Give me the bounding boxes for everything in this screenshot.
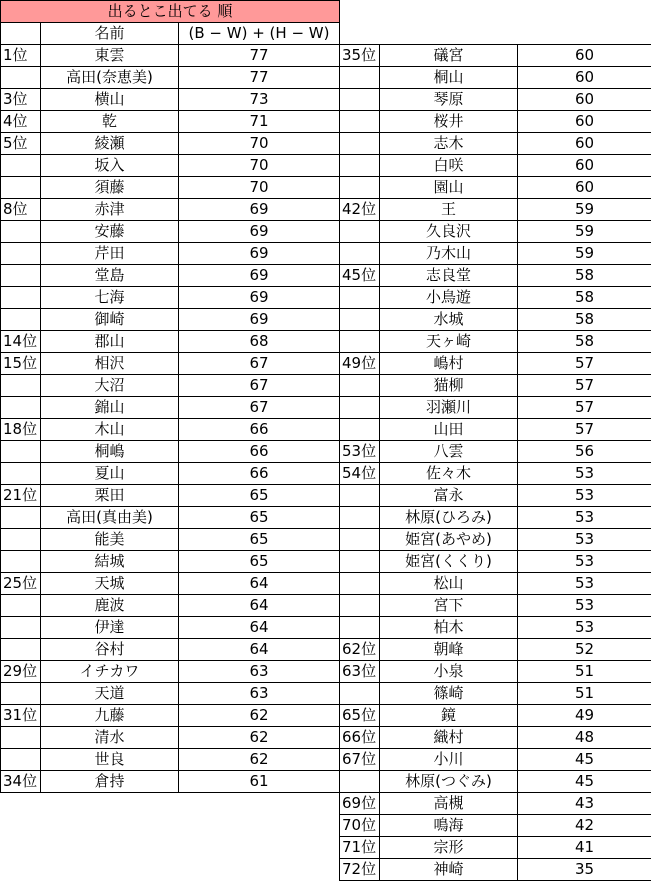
rank-cell [1,617,41,639]
name-cell: 姫宮(あやめ) [380,529,518,551]
rank-cell [340,89,380,111]
name-cell: 織村 [380,727,518,749]
name-cell: 乃木山 [380,243,518,265]
rank-cell [1,595,41,617]
score-cell: 58 [518,287,651,309]
name-cell: 富永 [380,485,518,507]
score-cell: 49 [518,705,651,727]
name-cell: 佐々木 [380,463,518,485]
table-row [340,617,651,639]
name-cell: 松山 [380,573,518,595]
name-cell: 鳴海 [380,815,518,837]
name-cell: 坂入 [41,155,179,177]
score-cell: 45 [518,771,651,793]
score-cell: 52 [518,639,651,661]
table-row [1,661,340,683]
title-text: 出るとこ出てる 順 [107,2,233,20]
score-cell: 57 [518,353,651,375]
name-cell: 水城 [380,309,518,331]
table-row [340,485,651,507]
table-row [340,573,651,595]
name-cell: 芹田 [41,243,179,265]
table-row [340,111,651,133]
rank-cell [340,573,380,595]
table-row [1,683,340,705]
score-cell: 60 [518,67,651,89]
name-cell: 横山 [41,89,179,111]
name-cell: 林原(つぐみ) [380,771,518,793]
score-cell: 69 [179,199,340,221]
score-cell: 62 [179,705,340,727]
rank-cell [340,595,380,617]
rank-cell [340,529,380,551]
header-rank [1,23,41,45]
score-cell: 70 [179,133,340,155]
table-row [1,155,340,177]
header-score: (B − W) + (H − W) [179,23,340,45]
table-row [1,529,340,551]
score-cell: 53 [518,617,651,639]
score-cell: 64 [179,639,340,661]
table-row [1,639,340,661]
table-row [340,221,651,243]
table-row [1,573,340,595]
name-cell: 朝峰 [380,639,518,661]
name-cell: 桐嶋 [41,441,179,463]
rank-cell [340,397,380,419]
score-cell: 53 [518,573,651,595]
score-cell: 57 [518,397,651,419]
name-cell: 山田 [380,419,518,441]
rank-cell [340,683,380,705]
table-row [340,177,651,199]
rank-cell: 63位 [340,661,380,683]
score-cell: 35 [518,859,651,881]
name-cell: 小泉 [380,661,518,683]
rank-cell: 3位 [1,89,41,111]
rank-cell [340,419,380,441]
rank-cell [1,243,41,265]
table-row [340,155,651,177]
score-cell: 62 [179,727,340,749]
name-cell: 礒宮 [380,45,518,67]
score-cell: 64 [179,595,340,617]
name-cell: 高槻 [380,793,518,815]
rank-cell: 65位 [340,705,380,727]
ranking-table-right [339,44,651,881]
header-name: 名前 [41,23,179,45]
rank-cell: 18位 [1,419,41,441]
score-cell: 67 [179,375,340,397]
rank-cell: 34位 [1,771,41,793]
rank-cell [340,67,380,89]
rank-cell: 54位 [340,463,380,485]
rank-cell: 35位 [340,45,380,67]
score-cell: 59 [518,243,651,265]
rank-cell: 67位 [340,749,380,771]
table-row [340,661,651,683]
name-cell: 東雲 [41,45,179,67]
table-row [340,45,651,67]
name-cell: 相沢 [41,353,179,375]
rank-cell [1,529,41,551]
score-cell: 60 [518,133,651,155]
table-row [340,67,651,89]
rank-cell [1,749,41,771]
name-cell: 伊達 [41,617,179,639]
table-row [340,375,651,397]
rank-cell: 66位 [340,727,380,749]
rank-cell: 70位 [340,815,380,837]
header-row [1,23,340,45]
table-row [1,749,340,771]
rank-cell [1,507,41,529]
name-cell: 鏡 [380,705,518,727]
score-cell: 57 [518,419,651,441]
table-row [1,287,340,309]
table-row [340,441,651,463]
name-cell: 志木 [380,133,518,155]
rank-cell [340,133,380,155]
score-cell: 56 [518,441,651,463]
score-cell: 60 [518,45,651,67]
table-row [340,705,651,727]
score-cell: 64 [179,617,340,639]
table-row [1,441,340,463]
table-row [1,309,340,331]
name-cell: 桜井 [380,111,518,133]
score-cell: 63 [179,661,340,683]
name-cell: 倉持 [41,771,179,793]
rank-cell [1,177,41,199]
name-cell: 篠崎 [380,683,518,705]
table-row [340,243,651,265]
score-cell: 66 [179,463,340,485]
table-row [1,419,340,441]
score-cell: 53 [518,485,651,507]
table-row [1,89,340,111]
name-cell: 木山 [41,419,179,441]
table-row [340,749,651,771]
score-cell: 67 [179,353,340,375]
name-cell: イチカワ [41,661,179,683]
name-cell: 安藤 [41,221,179,243]
name-cell: 鹿波 [41,595,179,617]
table-row [340,397,651,419]
ranking-table-left [0,0,340,793]
rank-cell: 45位 [340,265,380,287]
name-cell: 王 [380,199,518,221]
name-cell: 羽瀬川 [380,397,518,419]
rank-cell [1,375,41,397]
rank-cell: 21位 [1,485,41,507]
score-cell: 51 [518,683,651,705]
score-cell: 70 [179,177,340,199]
score-cell: 58 [518,265,651,287]
rank-cell [340,309,380,331]
score-cell: 58 [518,309,651,331]
score-cell: 60 [518,155,651,177]
rank-cell [1,441,41,463]
score-cell: 69 [179,243,340,265]
table-row [1,265,340,287]
score-cell: 53 [518,507,651,529]
name-cell: 久良沢 [380,221,518,243]
name-cell: 園山 [380,177,518,199]
name-cell: 郡山 [41,331,179,353]
score-cell: 48 [518,727,651,749]
name-cell: 乾 [41,111,179,133]
score-cell: 43 [518,793,651,815]
score-cell: 60 [518,177,651,199]
name-cell: 赤津 [41,199,179,221]
name-cell: 高田(奈恵美) [41,67,179,89]
score-cell: 71 [179,111,340,133]
rank-cell [340,771,380,793]
rank-cell: 49位 [340,353,380,375]
table-row [340,463,651,485]
rank-cell [1,287,41,309]
table-row [1,45,340,67]
score-cell: 62 [179,749,340,771]
name-cell: 大沼 [41,375,179,397]
rank-cell: 71位 [340,837,380,859]
rank-cell [340,155,380,177]
table-title [1,1,340,23]
score-cell: 53 [518,529,651,551]
rank-cell [340,331,380,353]
score-cell: 60 [518,89,651,111]
rank-cell [340,177,380,199]
table-row [340,683,651,705]
rank-cell [340,485,380,507]
score-cell: 51 [518,661,651,683]
rank-cell [1,551,41,573]
score-cell: 59 [518,221,651,243]
rank-cell: 25位 [1,573,41,595]
rank-cell [1,683,41,705]
table-row [1,595,340,617]
table-row [1,485,340,507]
score-cell: 65 [179,529,340,551]
name-cell: 高田(真由美) [41,507,179,529]
score-cell: 45 [518,749,651,771]
score-cell: 66 [179,419,340,441]
table-row [1,243,340,265]
name-cell: 林原(ひろみ) [380,507,518,529]
name-cell: 宗形 [380,837,518,859]
name-cell: 綾瀬 [41,133,179,155]
rank-cell: 69位 [340,793,380,815]
score-cell: 69 [179,221,340,243]
score-cell: 73 [179,89,340,111]
score-cell: 64 [179,573,340,595]
table-row [1,705,340,727]
score-cell: 69 [179,309,340,331]
name-cell: 猫柳 [380,375,518,397]
rank-cell [340,111,380,133]
name-cell: 小川 [380,749,518,771]
table-row [1,199,340,221]
table-row [1,507,340,529]
name-cell: 九藤 [41,705,179,727]
table-row [1,331,340,353]
rank-cell [340,617,380,639]
table-row [1,133,340,155]
table-row [340,89,651,111]
score-cell: 69 [179,287,340,309]
table-row [340,551,651,573]
name-cell: 天城 [41,573,179,595]
rank-cell: 15位 [1,353,41,375]
table-row [340,793,651,815]
score-cell: 42 [518,815,651,837]
name-cell: 柏木 [380,617,518,639]
table-row [340,837,651,859]
name-cell: 須藤 [41,177,179,199]
name-cell: 志良堂 [380,265,518,287]
score-cell: 61 [179,771,340,793]
score-cell: 59 [518,199,651,221]
score-cell: 63 [179,683,340,705]
table-row [340,265,651,287]
name-cell: 八雲 [380,441,518,463]
name-cell: 能美 [41,529,179,551]
rank-cell: 5位 [1,133,41,155]
name-cell: 姫宮(くくり) [380,551,518,573]
name-cell: 夏山 [41,463,179,485]
table-row [1,177,340,199]
score-cell: 53 [518,595,651,617]
name-cell: 琴原 [380,89,518,111]
score-cell: 60 [518,111,651,133]
table-row [340,815,651,837]
table-row [340,639,651,661]
table-row [340,419,651,441]
name-cell: 七海 [41,287,179,309]
name-cell: 宮下 [380,595,518,617]
name-cell: 白咲 [380,155,518,177]
table-row [1,551,340,573]
rank-cell [1,67,41,89]
rank-cell [1,309,41,331]
rank-cell: 31位 [1,705,41,727]
table-row [340,353,651,375]
rank-cell [340,287,380,309]
name-cell: 栗田 [41,485,179,507]
rank-cell [340,507,380,529]
score-cell: 57 [518,375,651,397]
rank-cell [1,265,41,287]
score-cell: 65 [179,507,340,529]
name-cell: 天ヶ崎 [380,331,518,353]
name-cell: 神崎 [380,859,518,881]
name-cell: 谷村 [41,639,179,661]
score-cell: 65 [179,485,340,507]
rank-cell [340,375,380,397]
table-row [1,617,340,639]
score-cell: 53 [518,463,651,485]
table-row [340,287,651,309]
table-row [340,771,651,793]
table-row [1,727,340,749]
name-cell: 結城 [41,551,179,573]
rank-cell: 4位 [1,111,41,133]
name-cell: 御崎 [41,309,179,331]
score-cell: 77 [179,67,340,89]
rank-cell: 72位 [340,859,380,881]
table-row [1,771,340,793]
name-cell: 天道 [41,683,179,705]
rank-cell: 62位 [340,639,380,661]
rank-cell [1,639,41,661]
table-row [340,595,651,617]
table-row [340,859,651,881]
score-cell: 77 [179,45,340,67]
table-row [340,133,651,155]
score-cell: 58 [518,331,651,353]
rank-cell [1,397,41,419]
table-row [340,331,651,353]
score-cell: 67 [179,397,340,419]
table-row [340,529,651,551]
score-cell: 68 [179,331,340,353]
table-row [1,67,340,89]
table-row [1,221,340,243]
table-row [340,727,651,749]
rank-cell [340,243,380,265]
name-cell: 清水 [41,727,179,749]
name-cell: 桐山 [380,67,518,89]
rank-cell: 8位 [1,199,41,221]
score-cell: 69 [179,265,340,287]
score-cell: 70 [179,155,340,177]
rank-cell [340,221,380,243]
table-row [1,397,340,419]
score-cell: 66 [179,441,340,463]
name-cell: 嶋村 [380,353,518,375]
table-row [1,111,340,133]
rank-cell [1,221,41,243]
score-cell: 41 [518,837,651,859]
table-row [340,309,651,331]
rank-cell: 14位 [1,331,41,353]
name-cell: 世良 [41,749,179,771]
name-cell: 錦山 [41,397,179,419]
rank-cell: 1位 [1,45,41,67]
rank-cell: 42位 [340,199,380,221]
rank-cell [1,463,41,485]
table-row [1,463,340,485]
table-row [340,507,651,529]
table-row [1,375,340,397]
rank-cell: 53位 [340,441,380,463]
name-cell: 堂島 [41,265,179,287]
table-row [340,199,651,221]
rank-cell [340,551,380,573]
name-cell: 小鳥遊 [380,287,518,309]
table-row [1,353,340,375]
score-cell: 53 [518,551,651,573]
rank-cell [1,155,41,177]
rank-cell [1,727,41,749]
rank-cell: 29位 [1,661,41,683]
score-cell: 65 [179,551,340,573]
